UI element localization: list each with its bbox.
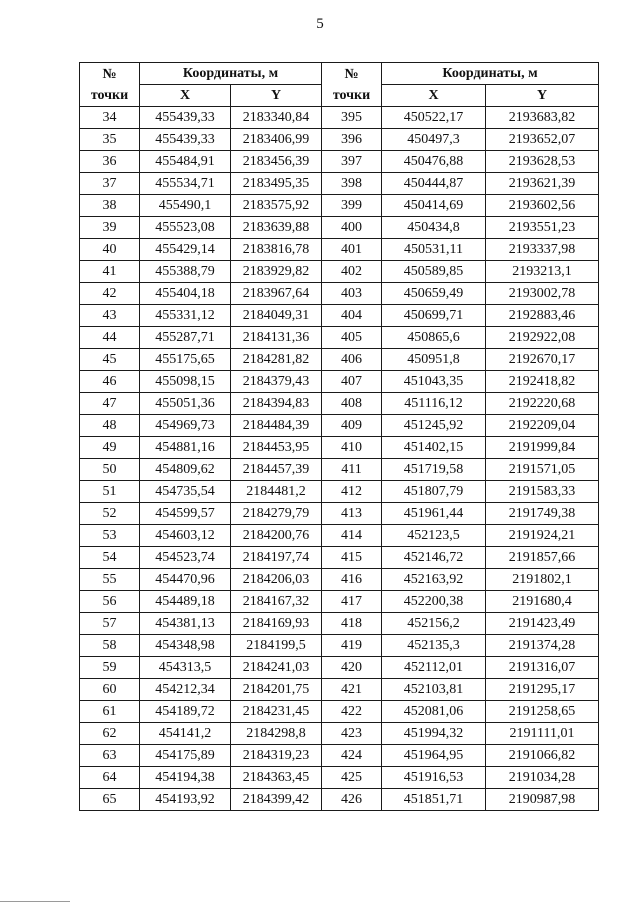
point-number-cell: 401 bbox=[322, 239, 382, 261]
table-row bbox=[80, 173, 599, 195]
point-number-cell: 46 bbox=[80, 371, 140, 393]
x-coordinate-cell: 452163,92 bbox=[382, 569, 486, 591]
point-number-cell: 55 bbox=[80, 569, 140, 591]
x-coordinate-cell: 451719,58 bbox=[382, 459, 486, 481]
x-coordinate-cell: 454175,89 bbox=[140, 745, 231, 767]
point-number-cell: 424 bbox=[322, 745, 382, 767]
table-row bbox=[80, 393, 599, 415]
point-number-cell: 402 bbox=[322, 261, 382, 283]
y-coordinate-cell: 2183929,82 bbox=[231, 261, 322, 283]
y-coordinate-cell: 2191802,1 bbox=[486, 569, 599, 591]
y-coordinate-cell: 2191924,21 bbox=[486, 525, 599, 547]
point-number-cell: 425 bbox=[322, 767, 382, 789]
x-coordinate-cell: 451994,32 bbox=[382, 723, 486, 745]
y-coordinate-cell: 2191857,66 bbox=[486, 547, 599, 569]
y-coordinate-cell: 2193002,78 bbox=[486, 283, 599, 305]
x-coordinate-cell: 452112,01 bbox=[382, 657, 486, 679]
point-number-cell: 61 bbox=[80, 701, 140, 723]
y-coordinate-cell: 2184481,2 bbox=[231, 481, 322, 503]
point-number-cell: 419 bbox=[322, 635, 382, 657]
point-number-cell: 403 bbox=[322, 283, 382, 305]
y-coordinate-cell: 2184206,03 bbox=[231, 569, 322, 591]
y-coordinate-cell: 2184484,39 bbox=[231, 415, 322, 437]
point-number-header-text: № точки bbox=[90, 66, 129, 103]
point-number-cell: 422 bbox=[322, 701, 382, 723]
x-coordinate-cell: 451807,79 bbox=[382, 481, 486, 503]
x-coordinate-cell: 452135,3 bbox=[382, 635, 486, 657]
table-row bbox=[80, 591, 599, 613]
point-number-cell: 37 bbox=[80, 173, 140, 195]
x-coordinate-cell: 454603,12 bbox=[140, 525, 231, 547]
x-coordinate-cell: 455439,33 bbox=[140, 107, 231, 129]
x-coordinate-cell: 455331,12 bbox=[140, 305, 231, 327]
point-number-cell: 59 bbox=[80, 657, 140, 679]
table-row bbox=[80, 239, 599, 261]
y-coordinate-cell: 2183639,88 bbox=[231, 217, 322, 239]
x-coordinate-cell: 450497,3 bbox=[382, 129, 486, 151]
table-row bbox=[80, 569, 599, 591]
x-coordinate-cell: 454489,18 bbox=[140, 591, 231, 613]
x-coordinate-cell: 455490,1 bbox=[140, 195, 231, 217]
point-number-cell: 406 bbox=[322, 349, 382, 371]
point-number-cell: 43 bbox=[80, 305, 140, 327]
table-row bbox=[80, 503, 599, 525]
x-coordinate-cell: 455287,71 bbox=[140, 327, 231, 349]
point-number-cell: 397 bbox=[322, 151, 382, 173]
y-coordinate-cell: 2183340,84 bbox=[231, 107, 322, 129]
y-coordinate-cell: 2184199,5 bbox=[231, 635, 322, 657]
table-row bbox=[80, 437, 599, 459]
y-coordinate-cell: 2184279,79 bbox=[231, 503, 322, 525]
table-row bbox=[80, 129, 599, 151]
table-row bbox=[80, 679, 599, 701]
y-coordinate-cell: 2184231,45 bbox=[231, 701, 322, 723]
x-coordinate-cell: 455388,79 bbox=[140, 261, 231, 283]
point-number-cell: 50 bbox=[80, 459, 140, 481]
point-number-cell: 423 bbox=[322, 723, 382, 745]
y-coordinate-cell: 2193337,98 bbox=[486, 239, 599, 261]
y-coordinate-cell: 2184200,76 bbox=[231, 525, 322, 547]
y-coordinate-cell: 2191316,07 bbox=[486, 657, 599, 679]
y-coordinate-cell: 2193652,07 bbox=[486, 129, 599, 151]
scan-edge-line bbox=[0, 901, 70, 902]
y-coordinate-cell: 2183816,78 bbox=[231, 239, 322, 261]
point-number-cell: 54 bbox=[80, 547, 140, 569]
x-coordinate-cell: 450699,71 bbox=[382, 305, 486, 327]
x-coordinate-cell: 455175,65 bbox=[140, 349, 231, 371]
table-row bbox=[80, 789, 599, 811]
x-coordinate-cell: 454381,13 bbox=[140, 613, 231, 635]
table-row bbox=[80, 525, 599, 547]
x-coordinate-cell: 454193,92 bbox=[140, 789, 231, 811]
y-coordinate-cell: 2193621,39 bbox=[486, 173, 599, 195]
point-number-cell: 426 bbox=[322, 789, 382, 811]
table-row bbox=[80, 613, 599, 635]
point-number-cell: 53 bbox=[80, 525, 140, 547]
x-coordinate-cell: 455523,08 bbox=[140, 217, 231, 239]
y-coordinate-cell: 2184379,43 bbox=[231, 371, 322, 393]
page-number: 5 bbox=[316, 16, 324, 32]
y-coordinate-cell: 2193602,56 bbox=[486, 195, 599, 217]
x-coordinate-cell: 455534,71 bbox=[140, 173, 231, 195]
table-row bbox=[80, 481, 599, 503]
table-row bbox=[80, 767, 599, 789]
x-coordinate-cell: 452200,38 bbox=[382, 591, 486, 613]
point-number-cell: 414 bbox=[322, 525, 382, 547]
table-row bbox=[80, 415, 599, 437]
y-coordinate-cell: 2191680,4 bbox=[486, 591, 599, 613]
table-row bbox=[80, 195, 599, 217]
y-coordinate-cell: 2191066,82 bbox=[486, 745, 599, 767]
point-number-cell: 395 bbox=[322, 107, 382, 129]
x-coordinate-cell: 454881,16 bbox=[140, 437, 231, 459]
y-coordinate-cell: 2184453,95 bbox=[231, 437, 322, 459]
y-coordinate-cell: 2191583,33 bbox=[486, 481, 599, 503]
point-number-cell: 398 bbox=[322, 173, 382, 195]
x-coordinate-cell: 454523,74 bbox=[140, 547, 231, 569]
y-coordinate-cell: 2183406,99 bbox=[231, 129, 322, 151]
point-number-cell: 421 bbox=[322, 679, 382, 701]
point-number-cell: 418 bbox=[322, 613, 382, 635]
table-row bbox=[80, 349, 599, 371]
y-coordinate-cell: 2192220,68 bbox=[486, 393, 599, 415]
point-number-cell: 60 bbox=[80, 679, 140, 701]
y-coordinate-cell: 2191374,28 bbox=[486, 635, 599, 657]
x-coordinate-cell: 450659,49 bbox=[382, 283, 486, 305]
y-coordinate-cell: 2193683,82 bbox=[486, 107, 599, 129]
table-row bbox=[80, 657, 599, 679]
point-number-cell: 62 bbox=[80, 723, 140, 745]
point-number-cell: 412 bbox=[322, 481, 382, 503]
x-coordinate-cell: 454141,2 bbox=[140, 723, 231, 745]
point-number-cell: 35 bbox=[80, 129, 140, 151]
point-number-cell: 405 bbox=[322, 327, 382, 349]
y-coordinate-cell: 2192883,46 bbox=[486, 305, 599, 327]
point-number-cell: 404 bbox=[322, 305, 382, 327]
y-coordinate-cell: 2193628,53 bbox=[486, 151, 599, 173]
point-number-cell: 416 bbox=[322, 569, 382, 591]
point-number-header-left bbox=[80, 63, 140, 107]
point-number-header-text: № точки bbox=[332, 66, 371, 103]
coordinates-table bbox=[79, 62, 599, 811]
y-coordinate-cell: 2184241,03 bbox=[231, 657, 322, 679]
x-coordinate-cell: 450589,85 bbox=[382, 261, 486, 283]
y-coordinate-cell: 2191295,17 bbox=[486, 679, 599, 701]
x-coordinate-cell: 450444,87 bbox=[382, 173, 486, 195]
y-coordinate-cell: 2191999,84 bbox=[486, 437, 599, 459]
y-coordinate-cell: 2191423,49 bbox=[486, 613, 599, 635]
point-number-cell: 415 bbox=[322, 547, 382, 569]
x-coordinate-cell: 451402,15 bbox=[382, 437, 486, 459]
x-header-left: X bbox=[140, 85, 231, 107]
table-row bbox=[80, 745, 599, 767]
x-coordinate-cell: 450476,88 bbox=[382, 151, 486, 173]
point-number-header-right bbox=[322, 63, 382, 107]
point-number-cell: 36 bbox=[80, 151, 140, 173]
x-coordinate-cell: 455098,15 bbox=[140, 371, 231, 393]
y-coordinate-cell: 2191034,28 bbox=[486, 767, 599, 789]
x-coordinate-cell: 454470,96 bbox=[140, 569, 231, 591]
x-coordinate-cell: 454735,54 bbox=[140, 481, 231, 503]
point-number-cell: 48 bbox=[80, 415, 140, 437]
x-coordinate-cell: 451851,71 bbox=[382, 789, 486, 811]
point-number-cell: 49 bbox=[80, 437, 140, 459]
point-number-cell: 39 bbox=[80, 217, 140, 239]
y-coordinate-cell: 2184201,75 bbox=[231, 679, 322, 701]
y-coordinate-cell: 2193213,1 bbox=[486, 261, 599, 283]
point-number-cell: 57 bbox=[80, 613, 140, 635]
x-coordinate-cell: 451116,12 bbox=[382, 393, 486, 415]
y-coordinate-cell: 2184363,45 bbox=[231, 767, 322, 789]
table-row bbox=[80, 107, 599, 129]
x-coordinate-cell: 454212,34 bbox=[140, 679, 231, 701]
y-coordinate-cell: 2184049,31 bbox=[231, 305, 322, 327]
x-coordinate-cell: 451245,92 bbox=[382, 415, 486, 437]
x-coordinate-cell: 454348,98 bbox=[140, 635, 231, 657]
y-coordinate-cell: 2183495,35 bbox=[231, 173, 322, 195]
y-coordinate-cell: 2184394,83 bbox=[231, 393, 322, 415]
point-number-cell: 44 bbox=[80, 327, 140, 349]
point-number-cell: 396 bbox=[322, 129, 382, 151]
y-coordinate-cell: 2183575,92 bbox=[231, 195, 322, 217]
table-row bbox=[80, 371, 599, 393]
table-row bbox=[80, 701, 599, 723]
point-number-cell: 417 bbox=[322, 591, 382, 613]
coordinates-header-right: Координаты, м bbox=[382, 63, 599, 85]
x-coordinate-cell: 454969,73 bbox=[140, 415, 231, 437]
point-number-cell: 409 bbox=[322, 415, 382, 437]
point-number-cell: 420 bbox=[322, 657, 382, 679]
table-row bbox=[80, 217, 599, 239]
y-coordinate-cell: 2191749,38 bbox=[486, 503, 599, 525]
table-row bbox=[80, 547, 599, 569]
x-coordinate-cell: 450531,11 bbox=[382, 239, 486, 261]
x-coordinate-cell: 454194,38 bbox=[140, 767, 231, 789]
x-coordinate-cell: 455429,14 bbox=[140, 239, 231, 261]
point-number-cell: 63 bbox=[80, 745, 140, 767]
y-coordinate-cell: 2184399,42 bbox=[231, 789, 322, 811]
x-coordinate-cell: 452081,06 bbox=[382, 701, 486, 723]
point-number-cell: 51 bbox=[80, 481, 140, 503]
y-coordinate-cell: 2184167,32 bbox=[231, 591, 322, 613]
x-coordinate-cell: 450434,8 bbox=[382, 217, 486, 239]
x-coordinate-cell: 451964,95 bbox=[382, 745, 486, 767]
y-coordinate-cell: 2184281,82 bbox=[231, 349, 322, 371]
y-coordinate-cell: 2192209,04 bbox=[486, 415, 599, 437]
y-header-left: Y bbox=[231, 85, 322, 107]
x-coordinate-cell: 450865,6 bbox=[382, 327, 486, 349]
x-coordinate-cell: 455404,18 bbox=[140, 283, 231, 305]
y-coordinate-cell: 2184457,39 bbox=[231, 459, 322, 481]
point-number-cell: 410 bbox=[322, 437, 382, 459]
point-number-cell: 45 bbox=[80, 349, 140, 371]
y-coordinate-cell: 2192922,08 bbox=[486, 327, 599, 349]
x-coordinate-cell: 452146,72 bbox=[382, 547, 486, 569]
table-row bbox=[80, 151, 599, 173]
point-number-cell: 408 bbox=[322, 393, 382, 415]
table-row bbox=[80, 459, 599, 481]
point-number-cell: 58 bbox=[80, 635, 140, 657]
y-coordinate-cell: 2184131,36 bbox=[231, 327, 322, 349]
y-coordinate-cell: 2190987,98 bbox=[486, 789, 599, 811]
y-coordinate-cell: 2184298,8 bbox=[231, 723, 322, 745]
y-header-right: Y bbox=[486, 85, 599, 107]
x-coordinate-cell: 452156,2 bbox=[382, 613, 486, 635]
x-header-right: X bbox=[382, 85, 486, 107]
y-coordinate-cell: 2191111,01 bbox=[486, 723, 599, 745]
point-number-cell: 411 bbox=[322, 459, 382, 481]
y-coordinate-cell: 2184319,23 bbox=[231, 745, 322, 767]
y-coordinate-cell: 2193551,23 bbox=[486, 217, 599, 239]
table-row bbox=[80, 723, 599, 745]
point-number-cell: 407 bbox=[322, 371, 382, 393]
point-number-cell: 47 bbox=[80, 393, 140, 415]
y-coordinate-cell: 2184169,93 bbox=[231, 613, 322, 635]
x-coordinate-cell: 454313,5 bbox=[140, 657, 231, 679]
table-row bbox=[80, 283, 599, 305]
x-coordinate-cell: 451043,35 bbox=[382, 371, 486, 393]
point-number-cell: 400 bbox=[322, 217, 382, 239]
point-number-cell: 413 bbox=[322, 503, 382, 525]
x-coordinate-cell: 455439,33 bbox=[140, 129, 231, 151]
x-coordinate-cell: 454189,72 bbox=[140, 701, 231, 723]
table-row bbox=[80, 327, 599, 349]
x-coordinate-cell: 451916,53 bbox=[382, 767, 486, 789]
x-coordinate-cell: 455051,36 bbox=[140, 393, 231, 415]
y-coordinate-cell: 2184197,74 bbox=[231, 547, 322, 569]
coordinates-header-left: Координаты, м bbox=[140, 63, 322, 85]
y-coordinate-cell: 2191571,05 bbox=[486, 459, 599, 481]
point-number-cell: 40 bbox=[80, 239, 140, 261]
x-coordinate-cell: 454809,62 bbox=[140, 459, 231, 481]
table-row bbox=[80, 305, 599, 327]
table-row bbox=[80, 261, 599, 283]
x-coordinate-cell: 455484,91 bbox=[140, 151, 231, 173]
y-coordinate-cell: 2183967,64 bbox=[231, 283, 322, 305]
point-number-cell: 399 bbox=[322, 195, 382, 217]
point-number-cell: 56 bbox=[80, 591, 140, 613]
x-coordinate-cell: 450951,8 bbox=[382, 349, 486, 371]
point-number-cell: 52 bbox=[80, 503, 140, 525]
y-coordinate-cell: 2192418,82 bbox=[486, 371, 599, 393]
point-number-cell: 41 bbox=[80, 261, 140, 283]
x-coordinate-cell: 452123,5 bbox=[382, 525, 486, 547]
x-coordinate-cell: 452103,81 bbox=[382, 679, 486, 701]
y-coordinate-cell: 2191258,65 bbox=[486, 701, 599, 723]
y-coordinate-cell: 2183456,39 bbox=[231, 151, 322, 173]
table-row bbox=[80, 635, 599, 657]
x-coordinate-cell: 450414,69 bbox=[382, 195, 486, 217]
point-number-cell: 38 bbox=[80, 195, 140, 217]
point-number-cell: 34 bbox=[80, 107, 140, 129]
x-coordinate-cell: 450522,17 bbox=[382, 107, 486, 129]
point-number-cell: 65 bbox=[80, 789, 140, 811]
y-coordinate-cell: 2192670,17 bbox=[486, 349, 599, 371]
point-number-cell: 42 bbox=[80, 283, 140, 305]
point-number-cell: 64 bbox=[80, 767, 140, 789]
x-coordinate-cell: 454599,57 bbox=[140, 503, 231, 525]
x-coordinate-cell: 451961,44 bbox=[382, 503, 486, 525]
table-header bbox=[80, 63, 599, 107]
table-body bbox=[80, 107, 599, 811]
